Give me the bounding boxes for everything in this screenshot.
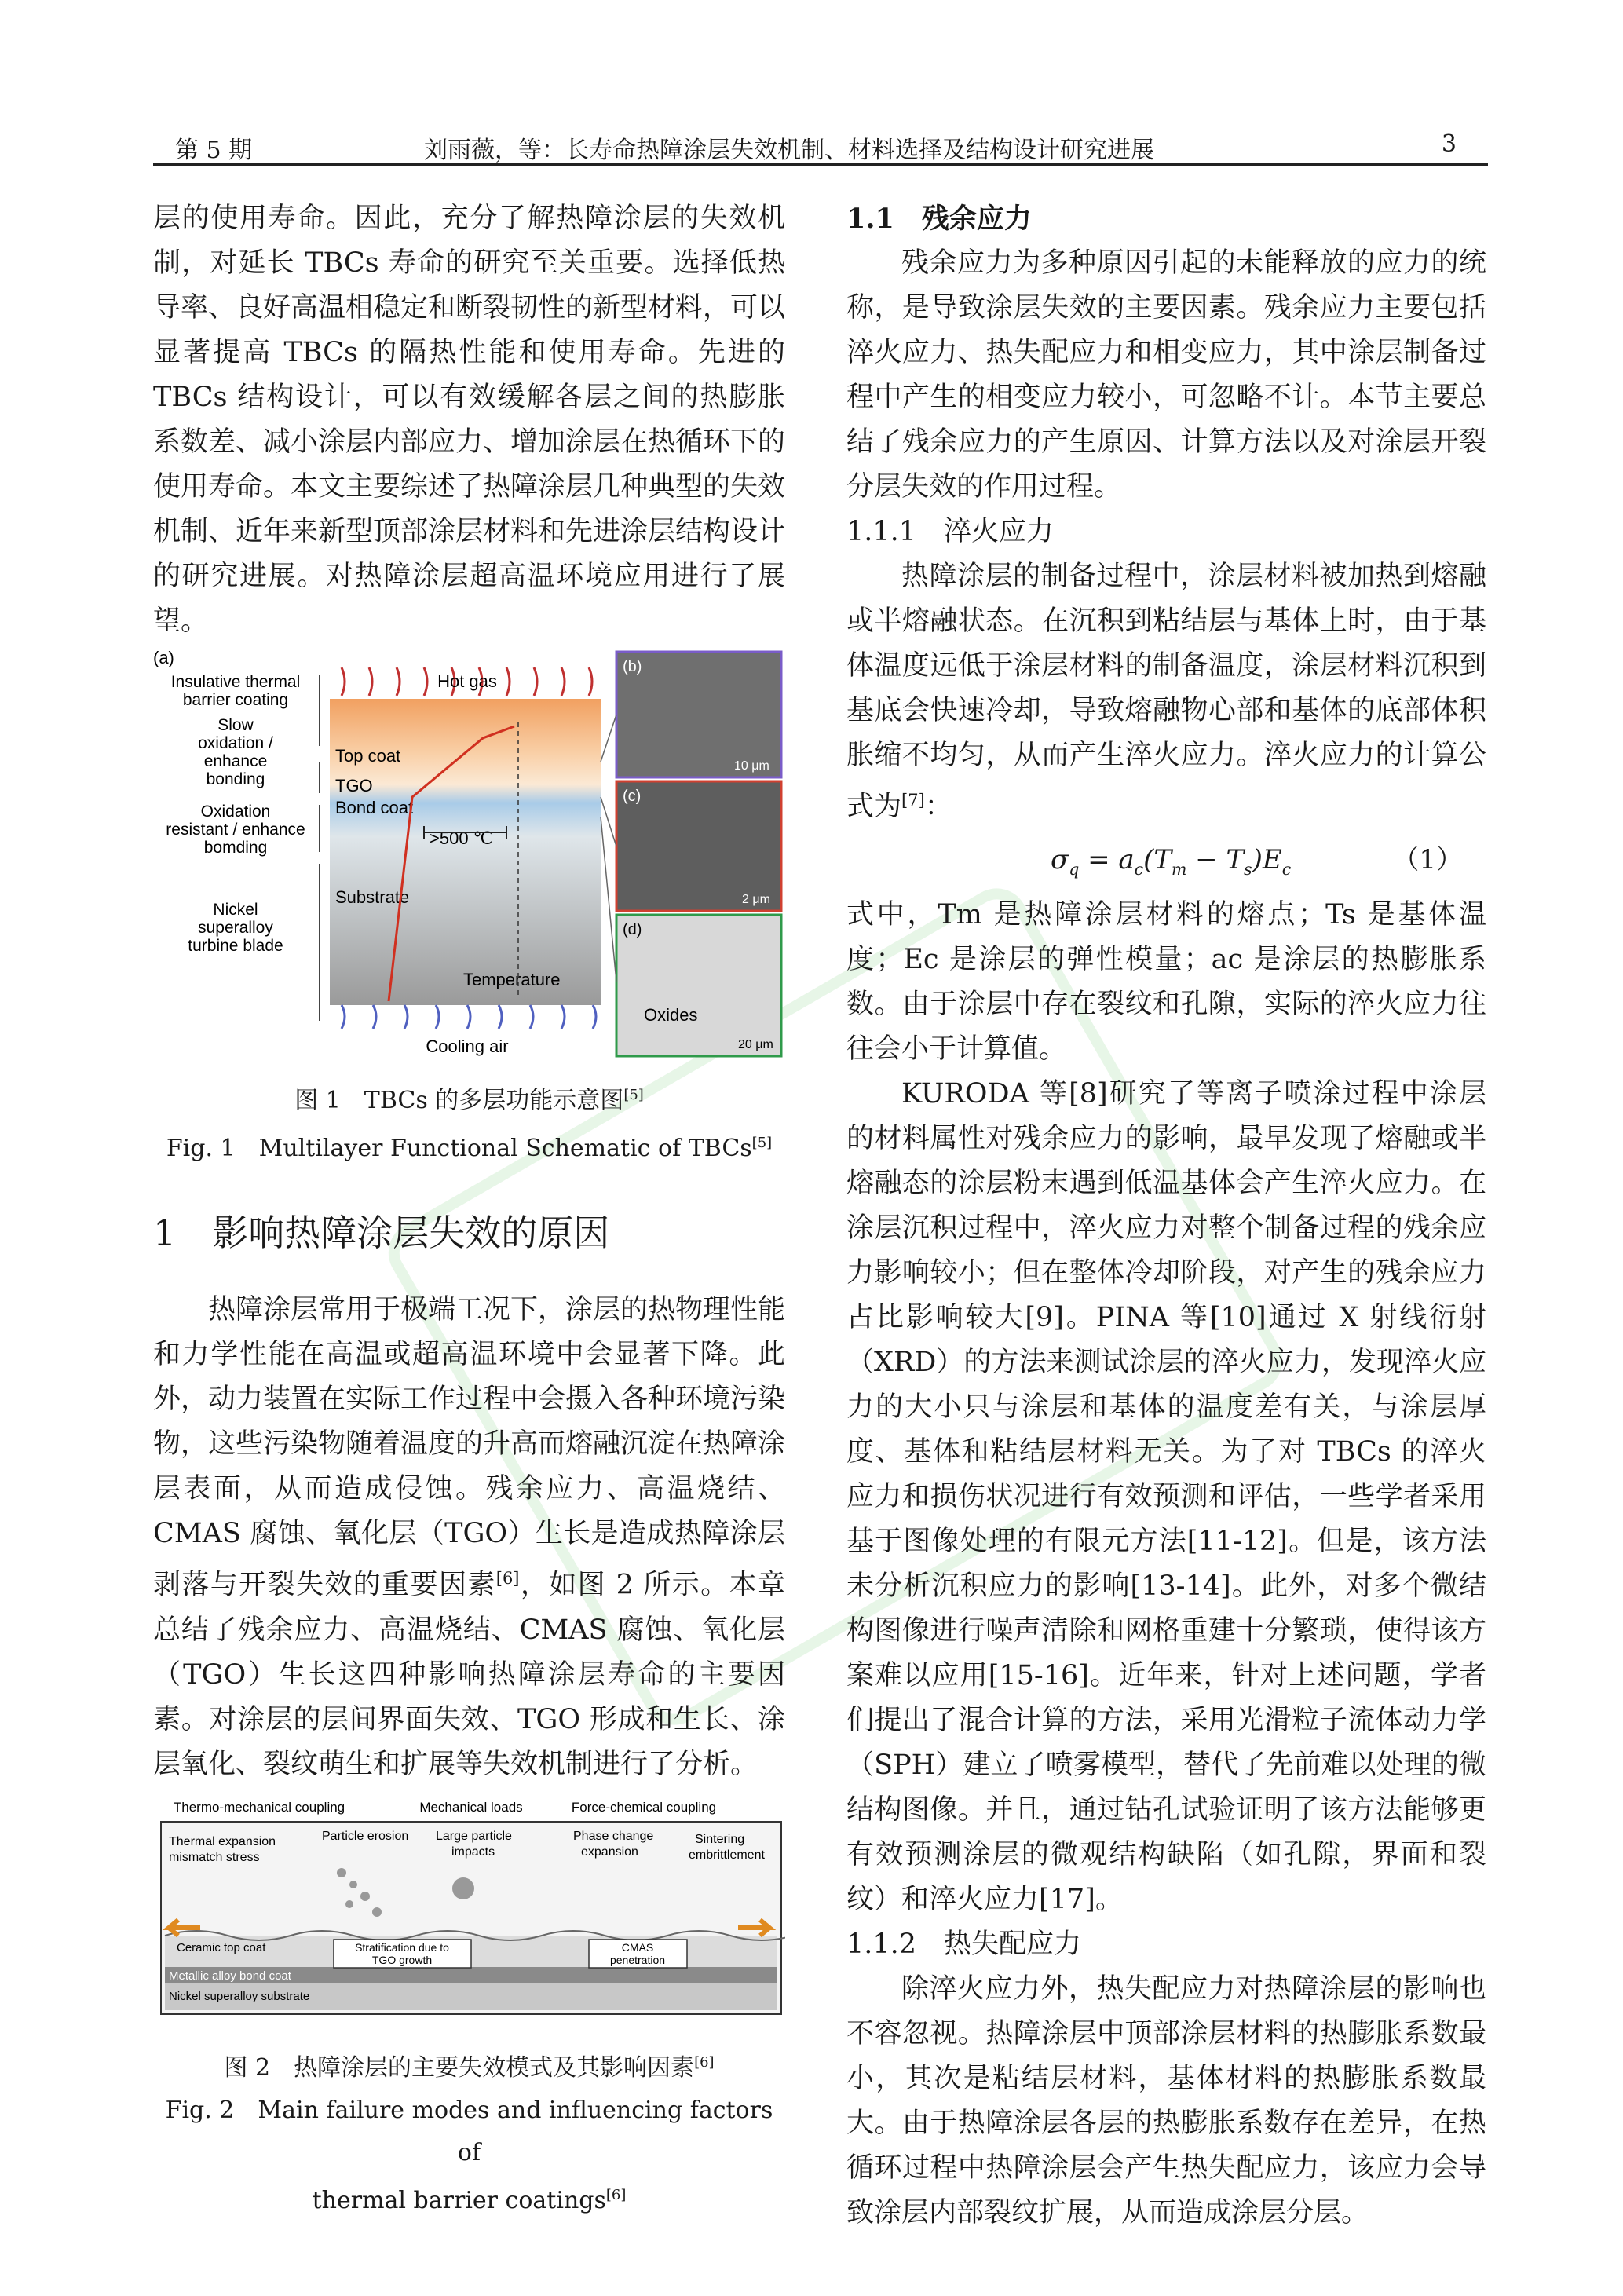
label-oxres-1: Oxidation [200, 803, 271, 821]
scale-b: 10 μm [734, 759, 769, 773]
fig2-top-1: Thermo-mechanical coupling [173, 1800, 345, 1815]
fig2-caption-en-2: thermal barrier coatings[6] [312, 2187, 627, 2214]
fig2-thermal-1: Thermal expansion [169, 1835, 276, 1848]
label-nickel-1: Nickel [213, 901, 258, 919]
temperature-label: Temperature [463, 970, 561, 989]
label-nickel-2: superalloy [198, 919, 273, 937]
label-insulative-2: barrier coating [182, 691, 289, 709]
hot-gas-label: Hot gas [437, 671, 497, 691]
fig2-nickel-sub: Nickel superalloy substrate [169, 1990, 310, 2003]
fig1-label-d: (d) [623, 921, 642, 938]
fig2-thermal-2: mismatch stress [169, 1851, 260, 1864]
delta-t-label: >500 ℃ [430, 828, 493, 848]
micrograph-c [616, 781, 781, 911]
fig2-particle-erosion: Particle erosion [322, 1830, 409, 1843]
fig2-large-particle-1: Large particle [436, 1830, 512, 1843]
fig2-metallic: Metallic alloy bond coat [169, 1969, 291, 1983]
fig1-label-c: (c) [623, 788, 642, 805]
fig2-ceramic: Ceramic top coat [177, 1941, 266, 1954]
equation-1 [846, 830, 1486, 893]
oxides-label: Oxides [644, 1005, 698, 1025]
label-insulative-1: Insulative thermal [170, 673, 301, 691]
page-number: 3 [1441, 130, 1457, 158]
paragraph-kuroda: KURODA 等[8]研究了等离子喷涂过程中涂层的材料属性对残余应力的影响，最早发现了熔融或半熔融态的涂层粉末遇到低温基体会产生淬火应力。在涂层沉积过程中，淬火应力对整个制备过程的残余应力影响较小；但在整体冷却阶段，对产生的残余应力占比影响较大[9]。PINA 等[10]通过 X 射线衍射（XRD）的方法来测试涂层的淬火应力，发现淬火应力的大小只与涂层和基体的温度差有关，与涂层厚度、基体和粘结层材料无关。为了对 TBCs 的淬火应力和损伤状况进行有效预测和评估，一些学者采用基于图像处理的有限元方法[11-12]。但是，该方法未分析沉积应力的影响[13-14]。此外，对多个微结构图像进行噪声清除和网格重建十分繁琐，使得该方案难以应用[15-16]。近年来，针对上述问题，学者们提出了混合计算的方法，采用光滑粒子流体动力学（SPH）建立了喷雾模型，替代了先前难以处理的微结构图像。并且，通过钻孔试验证明了该方法能够更有效预测涂层的微观结构缺陷（如孔隙，界面和裂纹）和淬火应力[17]。 [846, 1077, 1486, 1915]
cooling-air-label: Cooling air [426, 1036, 509, 1056]
substrate-label: Substrate [335, 887, 410, 907]
fig2-cmas-1: CMAS [621, 1941, 654, 1954]
fig2-top-3: Force-chemical coupling [571, 1800, 717, 1815]
label-oxres-3: bomding [203, 839, 268, 857]
fig1-caption-cn: 图 1 TBCs 的多层功能示意图[5] [294, 1087, 644, 1114]
equation-1-body: $\sigma_q = a_c(T_m - T_s)E_c$ [1051, 843, 1292, 879]
top-coat-label: Top coat [335, 746, 401, 766]
coating-layers-block [330, 699, 601, 1005]
fig2-phase-1: Phase change [573, 1830, 654, 1843]
label-oxres-2: resistant / enhance [166, 821, 305, 839]
label-slow-1: Slow [217, 716, 254, 734]
paragraph-1-1: 残余应力为多种原因引起的未能释放的应力的统称，是导致涂层失效的主要因素。残余应力主要包括淬火应力、热失配应力和相变应力，其中涂层制备过程中产生的相变应力较小，可忽略不计。本节主要总结了残余应力的产生原因、计算方法以及对涂层开裂分层失效的作用过程。 [846, 247, 1486, 503]
fig2-strat-1: Stratification due to [355, 1941, 449, 1954]
bond-coat-label: Bond coat [335, 798, 414, 817]
section-1-title: 1 影响热障涂层失效的原因 [153, 1212, 610, 1254]
running-title: 刘雨薇，等：长寿命热障涂层失效机制、材料选择及结构设计研究进展 [424, 137, 1154, 164]
fig2-sintering-2: embrittlement [689, 1848, 765, 1862]
scale-c: 2 μm [742, 893, 770, 906]
fig2-caption-en-1: Fig. 2 Main failure modes and influencing factors of [165, 2097, 773, 2166]
fig2-cmas-2: penetration [609, 1954, 666, 1966]
equation-1-number: （1） [1392, 843, 1463, 876]
label-slow-3: enhance [203, 752, 268, 770]
fig2-strat-2: TGO growth [371, 1954, 433, 1966]
fig1-caption-en: Fig. 1 Multilayer Functional Schematic of TBCs[5] [166, 1135, 773, 1162]
label-slow-2: oxidation / [198, 734, 273, 752]
figure-2 [153, 1794, 785, 2022]
fig1-caption [153, 1074, 785, 1170]
section-1-paragraph: 热障涂层常用于极端工况下，涂层的热物理性能和力学性能在高温或超高温环境中会显著下降。此外，动力装置在实际工作过程中会摄入各种环境污染物，这些污染物随着温度的升高而熔融沉淀在热障涂层表面，从而造成侵蚀。残余应力、高温烧结、CMAS 腐蚀、氧化层（TGO）生长是造成热障涂层剥落与开裂失效的重要因素[6]，如图 2 所示。本章总结了残余应力、高温烧结、CMAS 腐蚀、氧化层（TGO）生长这四种影响热障涂层寿命的主要因素。对涂层的层间界面失效、TGO 形成和生长、涂层氧化、裂纹萌生和扩展等失效机制进行了分析。 [153, 1294, 786, 1780]
fig2-caption-cn: 图 2 热障涂层的主要失效模式及其影响因素[6] [224, 2054, 715, 2082]
cooling-air-arrows [342, 1005, 596, 1029]
label-nickel-3: turbine blade [188, 937, 283, 955]
intro-paragraph: 层的使用寿命。因此，充分了解热障涂层的失效机制，对延长 TBCs 寿命的研究至关重要。选择低热导率、良好高温相稳定和断裂韧性的新型材料，可以显著提高 TBCs 的隔热性能和使用寿命。先进的 TBCs 结构设计，可以有效缓解各层之间的热膨胀系数差、减小涂层内部应力、增加涂层在热循环下的使用寿命。本文主要综述了热障涂层几种典型的失效机制、近年来新型顶部涂层材料和先进涂层结构设计的研究进展。对热障涂层超高温环境应用进行了展望。 [153, 203, 786, 637]
running-header [153, 126, 1488, 166]
fig1-label-a: (a) [153, 648, 174, 667]
heading-1-1: 1.1 残余应力 [846, 203, 1032, 235]
right-column [846, 196, 1486, 2236]
paragraph-where: 式中，Tm 是热障涂层材料的熔点；Ts 是基体温度；Ec 是涂层的弹性模量；ac 是涂层的热膨胀系数。由于涂层中存在裂纹和孔隙，实际的淬火应力往往会小于计算值。 [846, 898, 1486, 1065]
left-column [153, 196, 785, 644]
tgo-label: TGO [335, 776, 373, 795]
fig1-label-b: (b) [623, 658, 642, 675]
fig2-sintering-1: Sintering [695, 1833, 745, 1846]
fig2-caption [153, 2042, 785, 2222]
fig2-large-particle-2: impacts [451, 1845, 495, 1859]
issue-number: 第 5 期 [175, 137, 253, 164]
label-slow-4: bonding [206, 770, 265, 788]
paragraph-1-1-1: 热障涂层的制备过程中，涂层材料被加热到熔融或半熔融状态。在沉积到粘结层与基体上时，由于基体温度远低于涂层材料的制备温度，涂层材料沉积到基底会快速冷却，导致熔融物心部和基体的底部体积胀缩不均匀，从而产生淬火应力。淬火应力的计算公式为[7]： [846, 561, 1486, 823]
section-1 [153, 1209, 785, 1787]
heading-1-1-2: 1.1.2 热失配应力 [846, 1928, 1082, 1960]
fig2-top-2: Mechanical loads [419, 1800, 523, 1815]
fig2-phase-2: expansion [581, 1845, 638, 1859]
scale-d: 20 μm [738, 1038, 773, 1051]
figure-1 [153, 644, 785, 1060]
paragraph-1-1-2: 除淬火应力外，热失配应力对热障涂层的影响也不容忽视。热障涂层中顶部涂层材料的热膨胀系数最小，其次是粘结层材料，基体材料的热膨胀系数最大。由于热障涂层各层的热膨胀系数存在差异，在热循环过程中热障涂层会产生热失配应力，该应力会导致涂层内部裂纹扩展，从而造成涂层分层。 [846, 1972, 1486, 2228]
heading-1-1-1: 1.1.1 淬火应力 [846, 516, 1055, 547]
